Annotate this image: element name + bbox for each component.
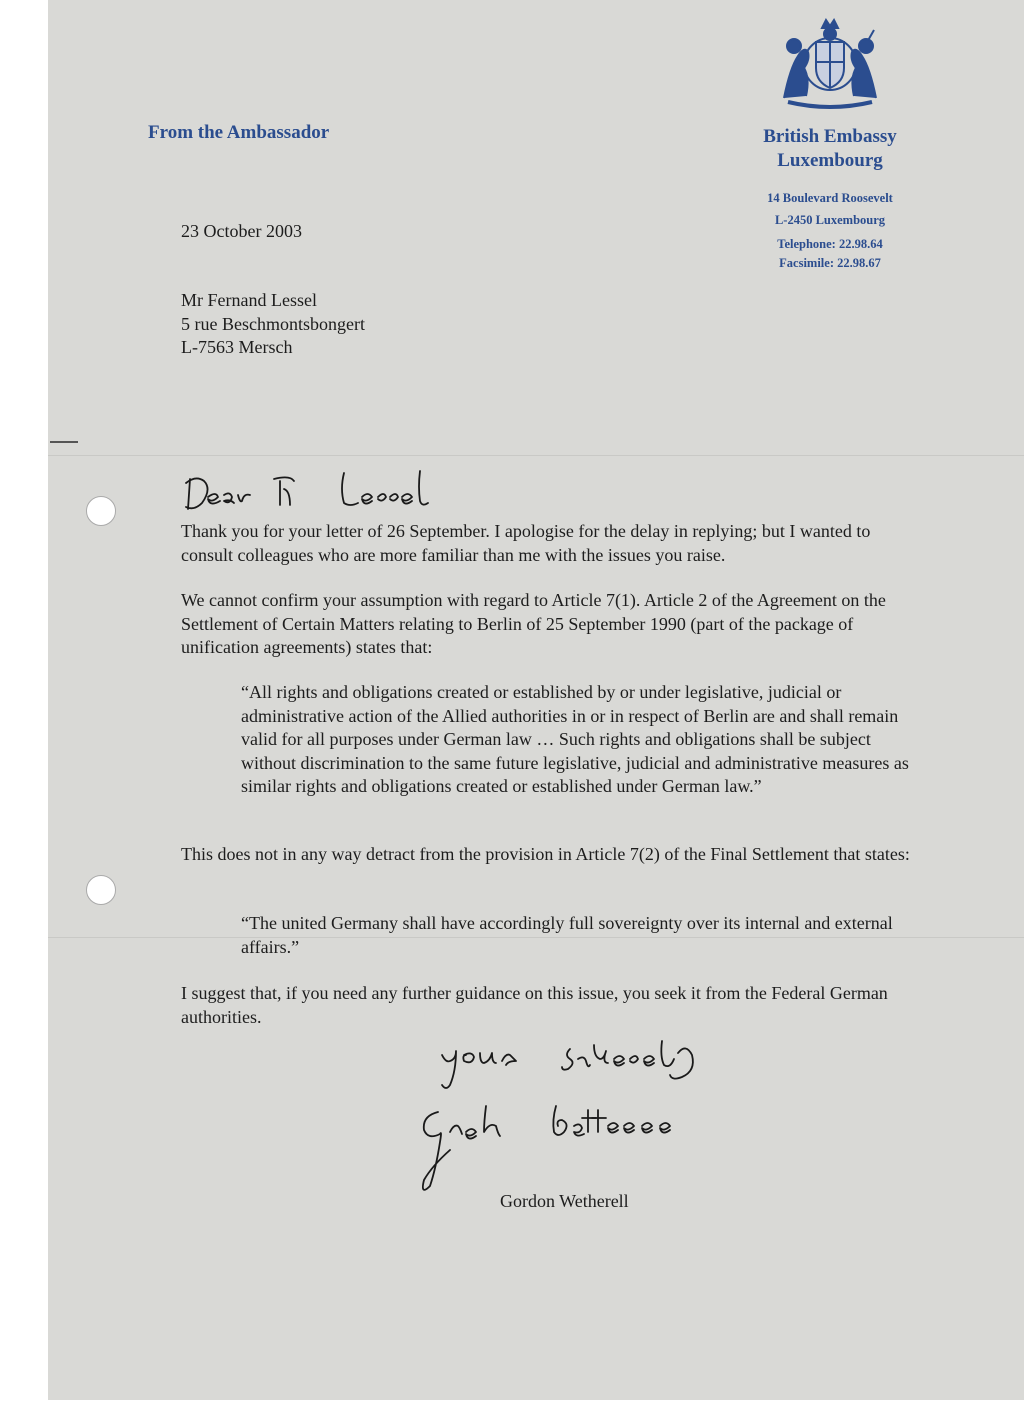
signatory-name: Gordon Wetherell <box>500 1191 629 1211</box>
scan-margin <box>0 0 48 1409</box>
from-ambassador-label: From the Ambassador <box>148 122 330 143</box>
royal-coat-of-arms-icon <box>770 14 890 110</box>
letter-date: 23 October 2003 <box>181 221 302 241</box>
body-paragraph: I suggest that, if you need any further guidance on this issue, you seek it from the Federal German authorities. <box>181 983 888 1027</box>
recipient-street: 5 rue Beschmontsbongert <box>181 313 365 334</box>
embassy-name: British Embassy <box>763 126 897 147</box>
quoted-paragraph: “All rights and obligations created or established by or under legislative, judicial or administrative action of the Allied authorities in or in respect of Berlin are and shall remain valid for all purposes under German law … Such rights and obligations shall be subject without discrimination to the same future legislative, judicial and administrative measures as similar rights and obligations created or established under German law.” <box>241 682 909 796</box>
handwritten-salutation <box>180 465 450 513</box>
recipient-address <box>181 289 365 360</box>
quoted-paragraph: “The united Germany shall have accordingly full sovereignty over its internal and external affairs.” <box>241 913 893 957</box>
handwritten-closing <box>438 1035 713 1095</box>
recipient-city: L-7563 Mersch <box>181 337 293 357</box>
body-paragraph: Thank you for your letter of 26 September. I apologise for the delay in replying; but I wanted to consult colleagues who are more familiar than me with the issues you raise. <box>181 521 871 565</box>
recipient-name: Mr Fernand Lessel <box>181 290 317 310</box>
body-paragraph: We cannot confirm your assumption with regard to Article 7(1). Article 2 of the Agreement on the Settlement of Certain Matters relating to Berlin of 25 September 1990 (part of the package of unification agreements) states that: <box>181 590 886 657</box>
handwritten-signature <box>416 1098 696 1193</box>
body-paragraph: This does not in any way detract from the provision in Article 7(2) of the Final Settlement that states: <box>181 844 910 864</box>
embassy-city: Luxembourg <box>777 150 883 171</box>
fold-mark <box>50 441 78 443</box>
embassy-postcode: L-2450 Luxembourg <box>774 213 886 227</box>
embassy-letterhead <box>740 125 920 273</box>
embassy-facsimile: Facsimile: 22.98.67 <box>779 256 881 270</box>
punch-hole <box>86 875 116 905</box>
paper-fold-line <box>48 455 1024 456</box>
embassy-telephone: Telephone: 22.98.64 <box>777 237 883 251</box>
embassy-street: 14 Boulevard Roosevelt <box>767 191 893 205</box>
punch-hole <box>86 496 116 526</box>
